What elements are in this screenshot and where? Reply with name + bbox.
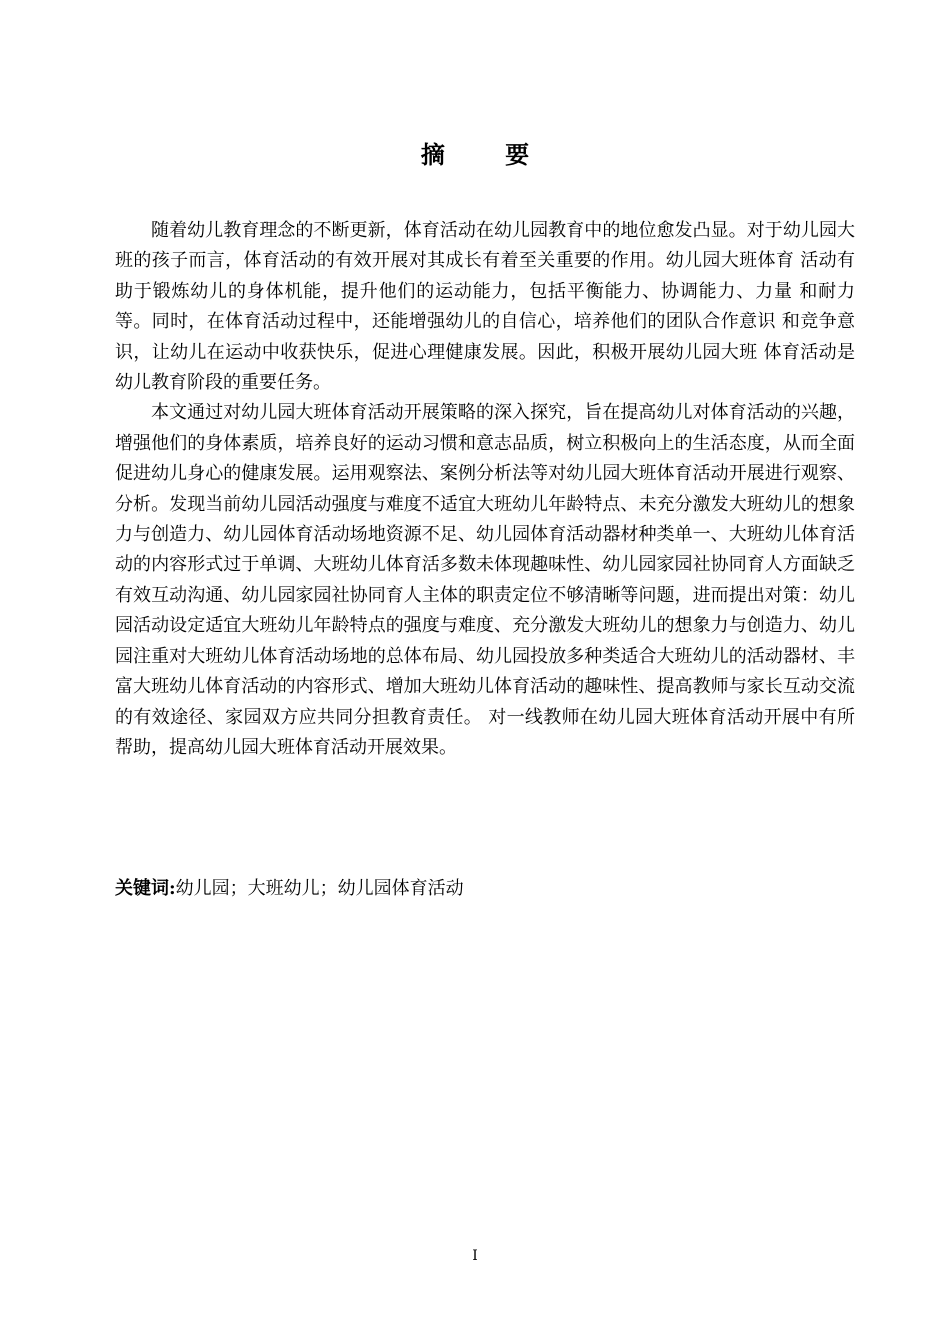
keywords-label: 关键词:: [115, 878, 176, 899]
abstract-paragraph-1: 随着幼儿教育理念的不断更新，体育活动在幼儿园教育中的地位愈发凸显。对于幼儿园大班的孩子而言，体育活动的有效开展对其成长有着至关重要的作用。幼儿园大班体育 活动有助于锻炼幼儿的身体机能，提升他们的运动能力，包括平衡能力、协调能力、力量 和耐力等。同时，在体育活动过程中，还能增强幼儿的自信心，培养他们的团队合作意识 和竞争意识，让幼儿在运动中收获快乐，促进心理健康发展。因此，积极开展幼儿园大班 体育活动是幼儿教育阶段的重要任务。: [115, 220, 855, 394]
abstract-body: [115, 216, 855, 763]
keywords-line: [115, 874, 855, 904]
abstract-paragraph-2: 本文通过对幼儿园大班体育活动开展策略的深入探究，旨在提高幼儿对体育活动的兴趣，增强他们的身体素质，培养良好的运动习惯和意志品质，树立积极向上的生活态度，从而全面促进幼儿身心的健康发展。运用观察法、案例分析法等对幼儿园大班体育活动开展进行观察、分析。发现当前幼儿园活动强度与难度不适宜大班幼儿年龄特点、未充分激发大班幼儿的想象力与创造力、幼儿园体育活动场地资源不足、幼儿园体育活动器材种类单一、大班幼儿体育活动的内容形式过于单调、大班幼儿体育活多数未体现趣味性、幼儿园家园社协同育人方面缺乏有效互动沟通、幼儿园家园社协同育人主体的职责定位不够清晰等问题，进而提出对策：幼儿园活动设定适宜大班幼儿年龄特点的强度与难度、充分激发大班幼儿的想象力与创造力、幼儿园注重对大班幼儿体育活动场地的总体布局、幼儿园投放多种类适合大班幼儿的活动器材、丰富大班幼儿体育活动的内容形式、增加大班幼儿体育活动的趣味性、提高教师与家长互动交流的有效途径、家园双方应共同分担教育责任。 对一线教师在幼儿园大班体育活动开展中有所帮助，提高幼儿园大班体育活动开展效果。: [115, 402, 855, 758]
page-number: I: [472, 1248, 478, 1264]
page-title: 摘 要: [420, 140, 556, 170]
keywords-value: 幼儿园；大班幼儿；幼儿园体育活动: [175, 878, 464, 899]
